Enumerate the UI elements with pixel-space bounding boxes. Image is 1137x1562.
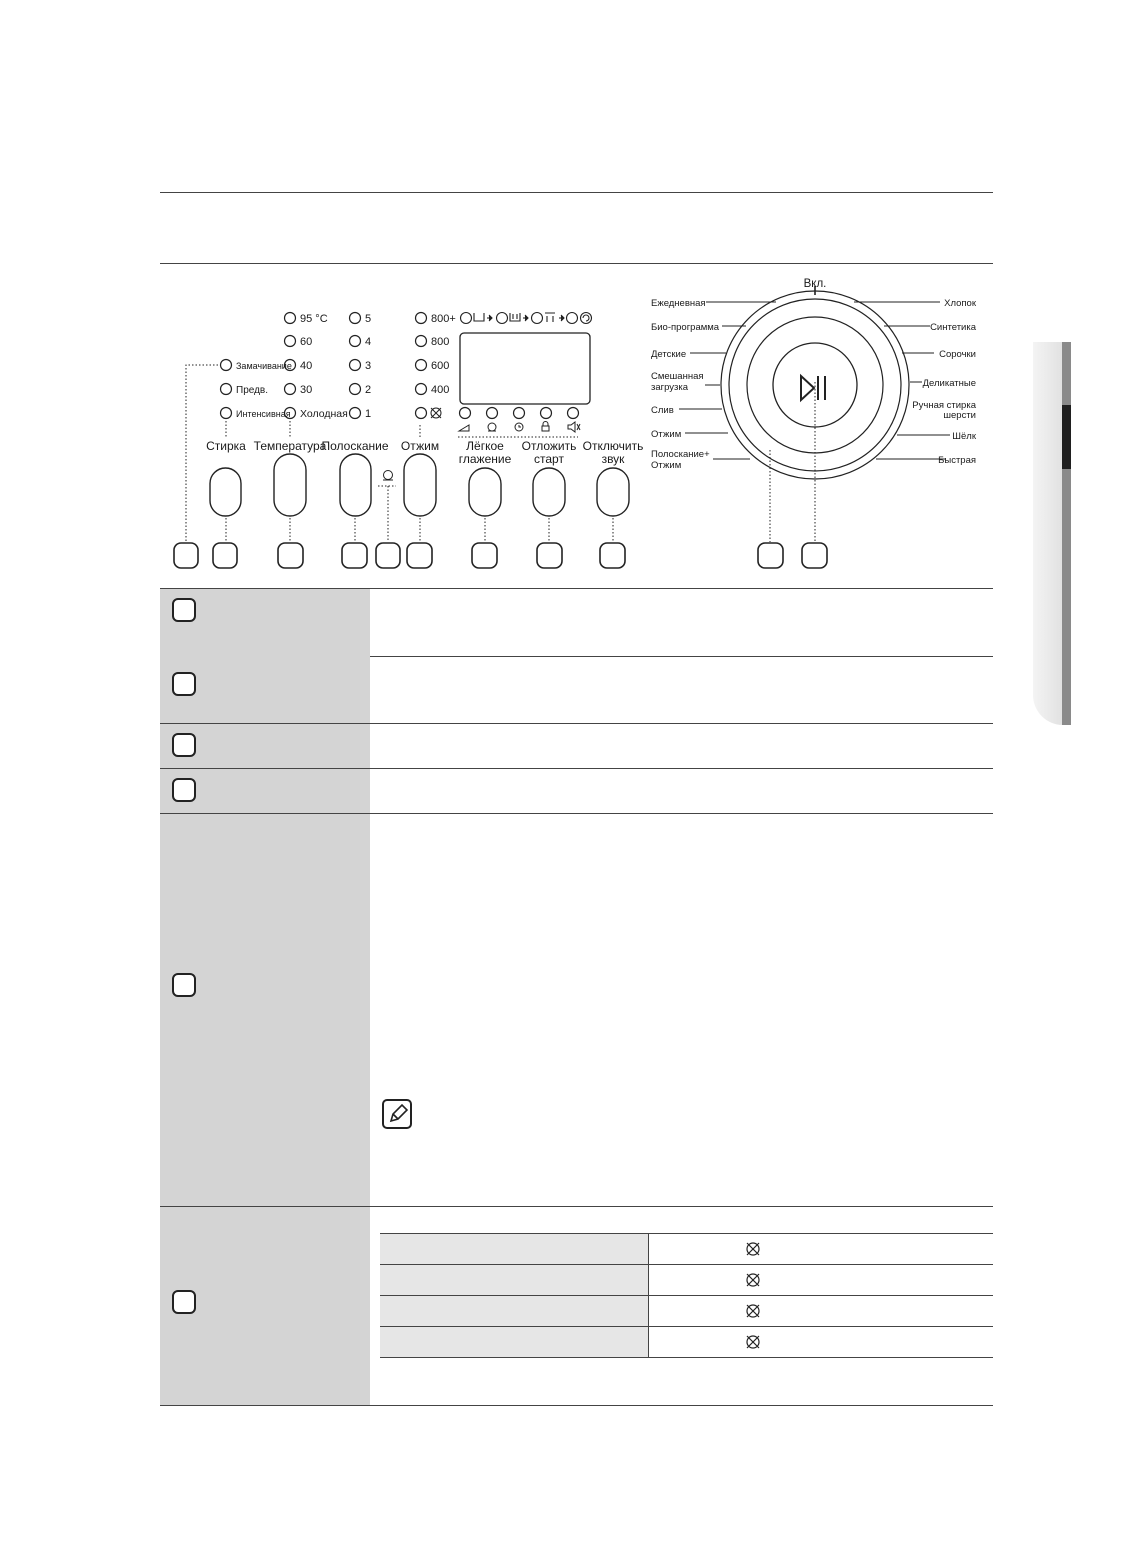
temp-label: 60 <box>300 336 313 348</box>
callout-badge <box>174 543 198 568</box>
callout-badge <box>172 1290 196 1314</box>
table-row <box>380 1327 993 1358</box>
program-label: Ручная стирка <box>912 400 976 411</box>
wash-option-label: Замачивание <box>236 361 292 371</box>
callout-badge <box>802 543 827 568</box>
mute-icon <box>568 422 580 432</box>
callout-badge <box>172 733 196 757</box>
no-spin-icon <box>745 1334 761 1350</box>
program-label: Деликатные <box>922 378 976 389</box>
spin-icon <box>545 313 555 322</box>
table-row <box>160 588 993 657</box>
no-spin-icon <box>745 1241 761 1257</box>
rinse-button-label: Полоскание <box>321 439 389 453</box>
delay-button-label: старт <box>534 452 564 466</box>
rinse-label: 5 <box>365 313 372 325</box>
row-label-cell <box>160 814 370 1206</box>
callout-badge <box>600 543 625 568</box>
spin-label: 800+ <box>431 313 456 325</box>
easy-iron-button-label: Лёгкое <box>466 439 504 453</box>
program-label: Био-программа <box>651 322 720 333</box>
display-screen <box>460 333 590 404</box>
wash-option-label: Предв. <box>236 385 269 396</box>
spin-label: 400 <box>431 384 450 396</box>
table-row <box>380 1265 993 1296</box>
table-row <box>380 1296 993 1327</box>
program-label: Смешанная <box>651 371 704 382</box>
callout-badge <box>537 543 562 568</box>
wash-option-leds <box>221 360 292 420</box>
indicator-leds <box>459 408 580 433</box>
temp-label: 95 °C <box>300 313 328 325</box>
callout-badge <box>407 543 432 568</box>
program-label: Шёлк <box>952 431 976 442</box>
table-row <box>160 656 993 724</box>
mute-button[interactable] <box>597 468 629 516</box>
spin-button[interactable] <box>404 454 436 516</box>
mute-button-label: звук <box>601 452 625 466</box>
top-rule <box>160 192 993 193</box>
spin-speed-table <box>380 1233 993 1358</box>
rinse-button[interactable] <box>340 454 371 516</box>
table-cell <box>380 1265 649 1295</box>
table-cell <box>380 1327 649 1357</box>
callout-badge <box>472 543 497 568</box>
rinse-leds <box>350 313 372 421</box>
callout-badge <box>342 543 367 568</box>
delay-start-button[interactable] <box>533 468 565 516</box>
header-rule <box>160 263 993 264</box>
rinse-label: 4 <box>365 336 372 348</box>
callout-badge <box>213 543 237 568</box>
door-lock-icon <box>542 426 549 431</box>
temperature-leds <box>285 313 348 421</box>
table-row <box>160 769 993 814</box>
program-label: Отжим <box>651 429 682 440</box>
child-lock-icon <box>488 423 496 431</box>
callout-badge <box>278 543 303 568</box>
control-panel-diagram <box>0 265 1137 585</box>
callout-badge <box>172 973 196 997</box>
table-row <box>160 814 993 1207</box>
program-label: Полоскание+ <box>651 449 710 460</box>
rinse-icon <box>510 313 520 321</box>
program-label: Ежедневная <box>651 298 706 309</box>
program-label: шерсти <box>943 410 976 421</box>
program-label: Слив <box>651 405 674 416</box>
table-cell <box>380 1234 649 1264</box>
no-spin-icon <box>745 1272 761 1288</box>
program-label: загрузка <box>651 382 689 393</box>
play-pause-icon <box>801 376 825 400</box>
no-spin-icon <box>431 408 441 418</box>
table-row <box>380 1234 993 1265</box>
spin-button-label: Отжим <box>400 439 440 453</box>
dial-on-label: Вкл. <box>803 278 827 290</box>
spin-leds <box>416 313 456 419</box>
child-lock-small-icon <box>383 471 393 481</box>
program-label: Синтетика <box>930 322 976 333</box>
delay-button-label: Отложить <box>521 439 577 453</box>
mute-button-label: Отключить <box>582 439 644 453</box>
table-cell <box>380 1296 649 1326</box>
rinse-label: 3 <box>365 360 372 372</box>
temp-label: Холодная <box>300 408 348 420</box>
callout-badge <box>172 598 196 622</box>
wash-option-label: Интенсивная <box>236 409 291 419</box>
program-label: Быстрая <box>938 455 976 466</box>
callout-badge <box>172 778 196 802</box>
callout-badge <box>376 543 400 568</box>
easy-iron-icon <box>459 425 469 431</box>
wash-icon <box>474 313 484 321</box>
easy-iron-button-label: глажение <box>458 452 512 466</box>
note-pencil-icon <box>382 1099 412 1129</box>
program-label: Хлопок <box>944 298 976 309</box>
temperature-button[interactable] <box>274 454 306 516</box>
rinse-label: 1 <box>365 408 372 420</box>
easy-iron-button[interactable] <box>469 468 501 516</box>
wash-button-label: Стирка <box>206 439 246 453</box>
callout-badge <box>172 672 196 696</box>
table-row <box>160 724 993 769</box>
program-label: Сорочки <box>939 349 976 360</box>
table-row <box>160 1207 993 1406</box>
temp-label: 30 <box>300 384 313 396</box>
callout-badge <box>758 543 783 568</box>
wash-button[interactable] <box>210 468 241 516</box>
temperature-button-label: Температура <box>253 439 327 453</box>
rinse-label: 2 <box>365 384 372 396</box>
spin-label: 800 <box>431 336 450 348</box>
cycle-status-icons <box>461 313 592 324</box>
spin-label: 600 <box>431 360 450 372</box>
no-spin-icon <box>745 1303 761 1319</box>
temp-label: 40 <box>300 360 313 372</box>
program-label: Детские <box>651 349 687 360</box>
program-label: Отжим <box>651 460 682 471</box>
end-icon <box>581 313 592 324</box>
